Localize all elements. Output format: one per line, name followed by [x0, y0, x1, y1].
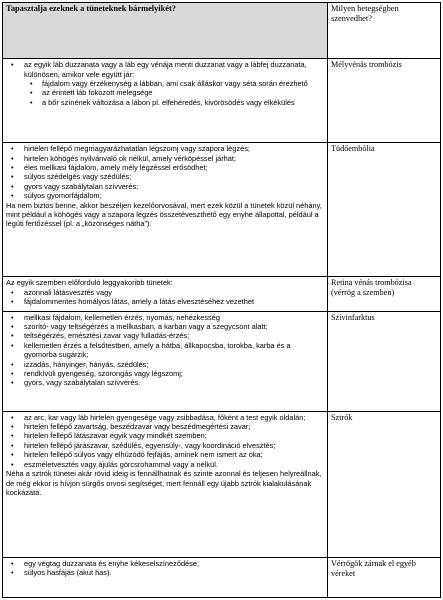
symptom-item: • éles mellkasi fájdalom, amely mély légzéssel erősödhet; [6, 163, 324, 172]
table-row [3, 311, 441, 411]
symptom-item: • hirtelen fellépő látászavar egyik vagy mindkét szemben; [6, 431, 324, 440]
symptom-item: • egy végtag duzzanata és enyhe kékeselszíneződése; [6, 559, 324, 568]
table-row [3, 411, 441, 557]
symptom-cell [3, 143, 328, 277]
table-header-row [3, 3, 441, 59]
symptom-list [6, 413, 324, 469]
symptom-item: • mellkasi fájdalom, kellemetlen érzés, nyomás, nehézkesség [6, 313, 324, 322]
symptom-item: • azonnali látásvesztés vagy [6, 288, 324, 297]
symptom-list [6, 144, 324, 200]
symptom-subitem: • a bőr színének változása a lábon pl. elfehéredés, kivörösödés vagy elkékülés [6, 98, 324, 107]
symptom-list [6, 60, 324, 79]
symptom-item: • súlyos gyomorfájdalom; [6, 191, 324, 200]
symptom-cell [3, 277, 328, 311]
symptom-item: • fájdalommentes homályos látás, amely a látás elvesztéséhez vezethet [6, 297, 324, 306]
symptom-subitem: • az érintett láb fokozott melegsége [6, 88, 324, 97]
header-answer: Milyen betegségben szenvedhet? [328, 3, 441, 59]
symptom-item: • kellemetlen érzés a felsőtestben, amely a hátba, állkapocsba, torokba, karba és a gyomorba sugárzik; [6, 341, 324, 360]
symptom-item: • eszméletvesztés vagy ájulás görcsrohammal vagy a nélkül. [6, 460, 324, 469]
symptom-item: • az arc, kar vagy láb hirtelen gyengesége vagy zsibbadása, főként a test egyik oldalán; [6, 413, 324, 422]
table-row [3, 59, 441, 143]
diagnosis-cell: Mélyvénás trombózis [328, 59, 441, 143]
symptom-sublist [6, 79, 324, 107]
table-row [3, 557, 441, 597]
diagnosis-cell: Szívinfarktus [328, 311, 441, 411]
symptom-table [2, 2, 441, 598]
symptom-cell [3, 557, 328, 597]
symptom-item: • gyors, vagy szabálytalan szívverés. [6, 378, 324, 387]
symptom-item: • izzadás, hányinger, hányás, szédülés; [6, 360, 324, 369]
symptom-item: • teltségérzés, emésztési zavar vagy fulladás-érzés; [6, 331, 324, 340]
symptom-note: Néha a sztrók tünetei akár rövid ideig is fennállhatnak és szinte azonnal és teljesen helyreállnak, de még ekkor is hívjon sürgős orvosi segítséget, mert fennáll egy újabb sztrók kialakulásának kockázata. [6, 469, 322, 497]
symptom-item: • hirtelen köhögés nyilvánvaló ok nélkül, amely vérköpéssel járhat; [6, 154, 324, 163]
diagnosis-cell: Retina vénás trombózisa (vérrög a szemben) [328, 277, 441, 311]
diagnosis-cell: Vérrögök zárnak el egyéb véreket [328, 557, 441, 597]
diagnosis-cell: Sztrók [328, 411, 441, 557]
symptom-list [6, 313, 324, 388]
symptom-item: • gyors vagy szabálytalan szívverés; [6, 182, 324, 191]
symptom-item: • hirtelen fellépő megmagyarázhatatlan légszomj vagy szapora légzés; [6, 144, 324, 153]
symptom-item: • rendkívüli gyengeség, szorongás vagy légszomj; [6, 369, 324, 378]
diagnosis-cell: Tüdőembólia [328, 143, 441, 277]
symptom-subitem: • fájdalom vagy érzékenység a lábban, ami csak álláskor vagy séta során érezhető [6, 79, 324, 88]
symptom-note: Ha nem biztos benne, akkor beszéljen kezelőorvosával, mert ezek közül a tünetek közül néhány, mint például a köhögés vagy a szapora légzés összetéveszthető egy enyhe állapottal, például a légúti fertőzéssel (pl. a „közönséges nátha”). [6, 200, 322, 229]
table-row [3, 277, 441, 311]
symptom-item: • szorító- vagy teltségérzés a mellkasban, a karban vagy a szegycsont alatt; [6, 322, 324, 331]
symptom-item: • az egyik láb duzzanata vagy a láb egy vénája menti duzzanat vagy a lábfej duzzanata, különösen, amikor vele együtt jár: [6, 60, 324, 79]
symptom-list [6, 288, 324, 307]
symptom-item: • hirtelen fellépő súlyos vagy elhúzódó fejfájás, aminek nem ismert az oka; [6, 450, 324, 459]
symptom-cell [3, 311, 328, 411]
header-question: Tapasztalja ezeknek a tüneteknek bármelyikét? [3, 3, 328, 59]
symptom-item: • súlyos szédelgés vagy szédülés; [6, 172, 324, 181]
symptom-item: • hirtelen fellépő zavartság, beszédzavar vagy beszédmegértési zavar; [6, 422, 324, 431]
table-row [3, 143, 441, 277]
symptom-intro: Az egyik szemben előforduló leggyakoribb tünetek: [6, 278, 173, 288]
symptom-cell [3, 59, 328, 143]
symptom-item: • hirtelen fellépő járászavar, szédülés, egyensúly-, vagy koordináció elvesztés; [6, 441, 324, 450]
symptom-cell [3, 411, 328, 557]
symptom-item: • súlyos hasfájás (akut has). [6, 568, 324, 577]
symptom-list [6, 559, 324, 578]
